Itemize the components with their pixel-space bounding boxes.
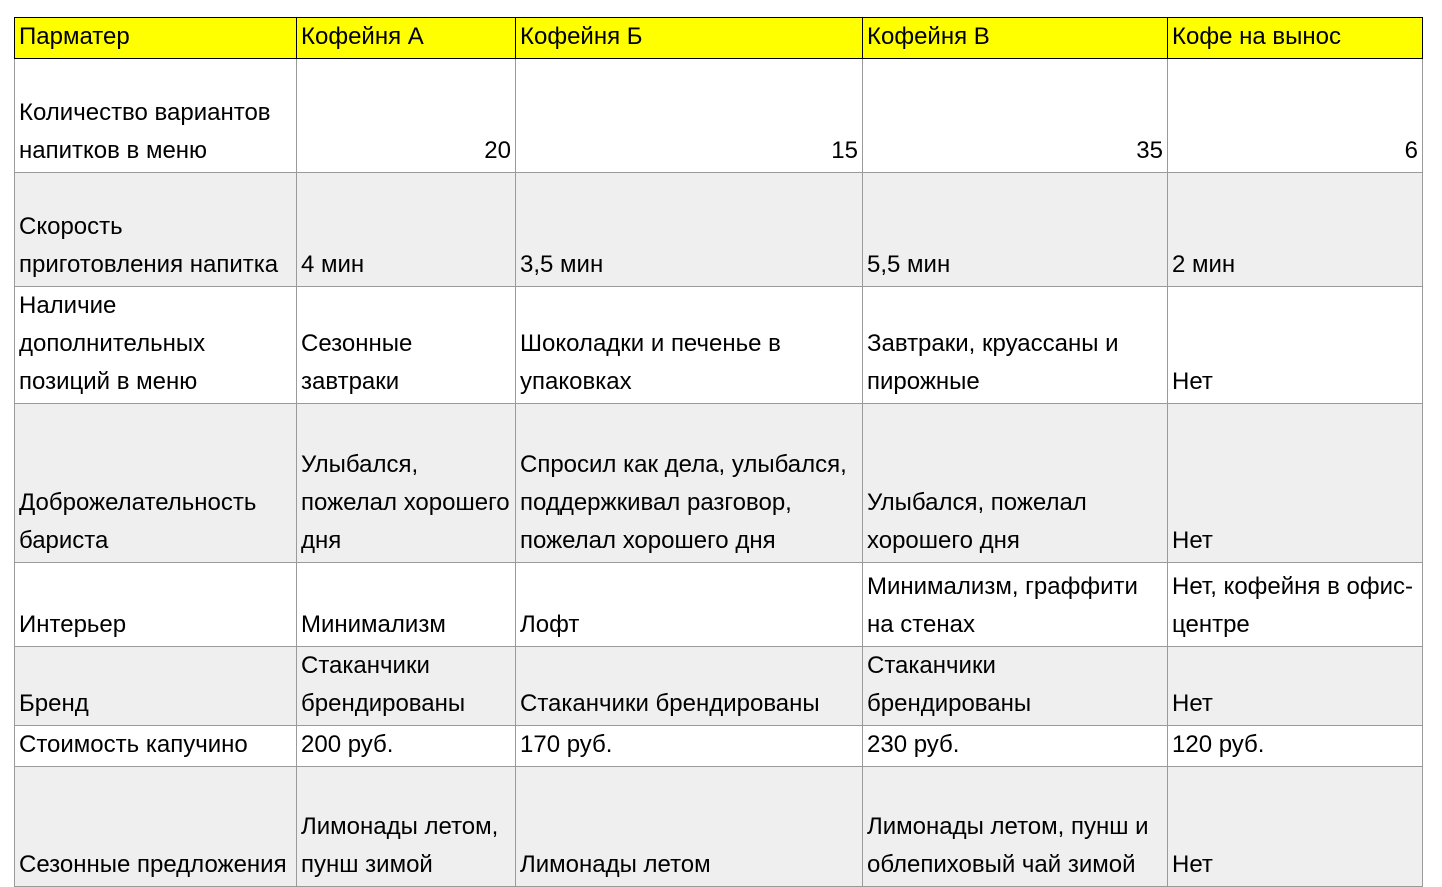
value-cell[interactable]: Минимализм, граффити на стенах — [863, 563, 1168, 647]
value-cell[interactable]: Минимализм — [297, 563, 516, 647]
table-row-prep-speed — [15, 173, 1423, 287]
header-cell-cafe-a[interactable]: Кофейня А — [297, 18, 516, 59]
value-cell[interactable]: Лимонады летом, пунш и облепиховый чай зимой — [863, 767, 1168, 887]
param-cell[interactable]: Наличие дополнительных позиций в меню — [15, 287, 297, 404]
value-cell[interactable]: Лофт — [516, 563, 863, 647]
param-cell[interactable]: Стоимость капучино — [15, 726, 297, 767]
value-cell[interactable]: Улыбался, пожелал хорошего дня — [863, 404, 1168, 563]
param-cell[interactable]: Доброжелательность бариста — [15, 404, 297, 563]
value-cell[interactable]: 2 мин — [1168, 173, 1423, 287]
value-cell[interactable]: Стаканчики брендированы — [863, 647, 1168, 726]
table-row-cappuccino-price — [15, 726, 1423, 767]
value-cell[interactable]: Спросил как дела, улыбался, поддержкивал разговор, пожелал хорошего дня — [516, 404, 863, 563]
header-cell-takeaway[interactable]: Кофе на вынос — [1168, 18, 1423, 59]
header-row — [15, 18, 1423, 59]
value-cell[interactable]: 230 руб. — [863, 726, 1168, 767]
value-cell[interactable]: Шоколадки и печенье в упаковках — [516, 287, 863, 404]
table-row-seasonal-offers — [15, 767, 1423, 887]
value-cell[interactable]: Сезонные завтраки — [297, 287, 516, 404]
value-cell[interactable]: 6 — [1168, 59, 1423, 173]
comparison-table — [14, 17, 1423, 887]
value-cell[interactable]: 170 руб. — [516, 726, 863, 767]
value-cell[interactable]: Улыбался, пожелал хорошего дня — [297, 404, 516, 563]
value-cell[interactable]: Лимонады летом — [516, 767, 863, 887]
value-cell[interactable]: 120 руб. — [1168, 726, 1423, 767]
param-cell[interactable]: Скорость приготовления напитка — [15, 173, 297, 287]
table-row-interior — [15, 563, 1423, 647]
param-cell[interactable]: Сезонные предложения — [15, 767, 297, 887]
value-cell[interactable]: 200 руб. — [297, 726, 516, 767]
header-cell-cafe-b[interactable]: Кофейня Б — [516, 18, 863, 59]
value-cell[interactable]: Нет — [1168, 404, 1423, 563]
value-cell[interactable]: Нет — [1168, 647, 1423, 726]
table-row-barista-friendliness — [15, 404, 1423, 563]
value-cell[interactable]: 4 мин — [297, 173, 516, 287]
table-row-brand — [15, 647, 1423, 726]
param-cell[interactable]: Количество вариантов напитков в меню — [15, 59, 297, 173]
header-cell-cafe-v[interactable]: Кофейня В — [863, 18, 1168, 59]
value-cell[interactable]: Стаканчики брендированы — [297, 647, 516, 726]
value-cell[interactable]: Нет — [1168, 287, 1423, 404]
value-cell[interactable]: Лимонады летом, пунш зимой — [297, 767, 516, 887]
param-cell[interactable]: Бренд — [15, 647, 297, 726]
value-cell[interactable]: 35 — [863, 59, 1168, 173]
value-cell[interactable]: 3,5 мин — [516, 173, 863, 287]
value-cell[interactable]: Завтраки, круассаны и пирожные — [863, 287, 1168, 404]
value-cell[interactable]: 5,5 мин — [863, 173, 1168, 287]
value-cell[interactable]: 20 — [297, 59, 516, 173]
param-cell[interactable]: Интерьер — [15, 563, 297, 647]
header-cell-parameter[interactable]: Парматер — [15, 18, 297, 59]
value-cell[interactable]: 15 — [516, 59, 863, 173]
value-cell[interactable]: Нет, кофейня в офис-центре — [1168, 563, 1423, 647]
value-cell[interactable]: Стаканчики брендированы — [516, 647, 863, 726]
value-cell[interactable]: Нет — [1168, 767, 1423, 887]
table-row-menu-variety — [15, 59, 1423, 173]
table-row-extra-items — [15, 287, 1423, 404]
